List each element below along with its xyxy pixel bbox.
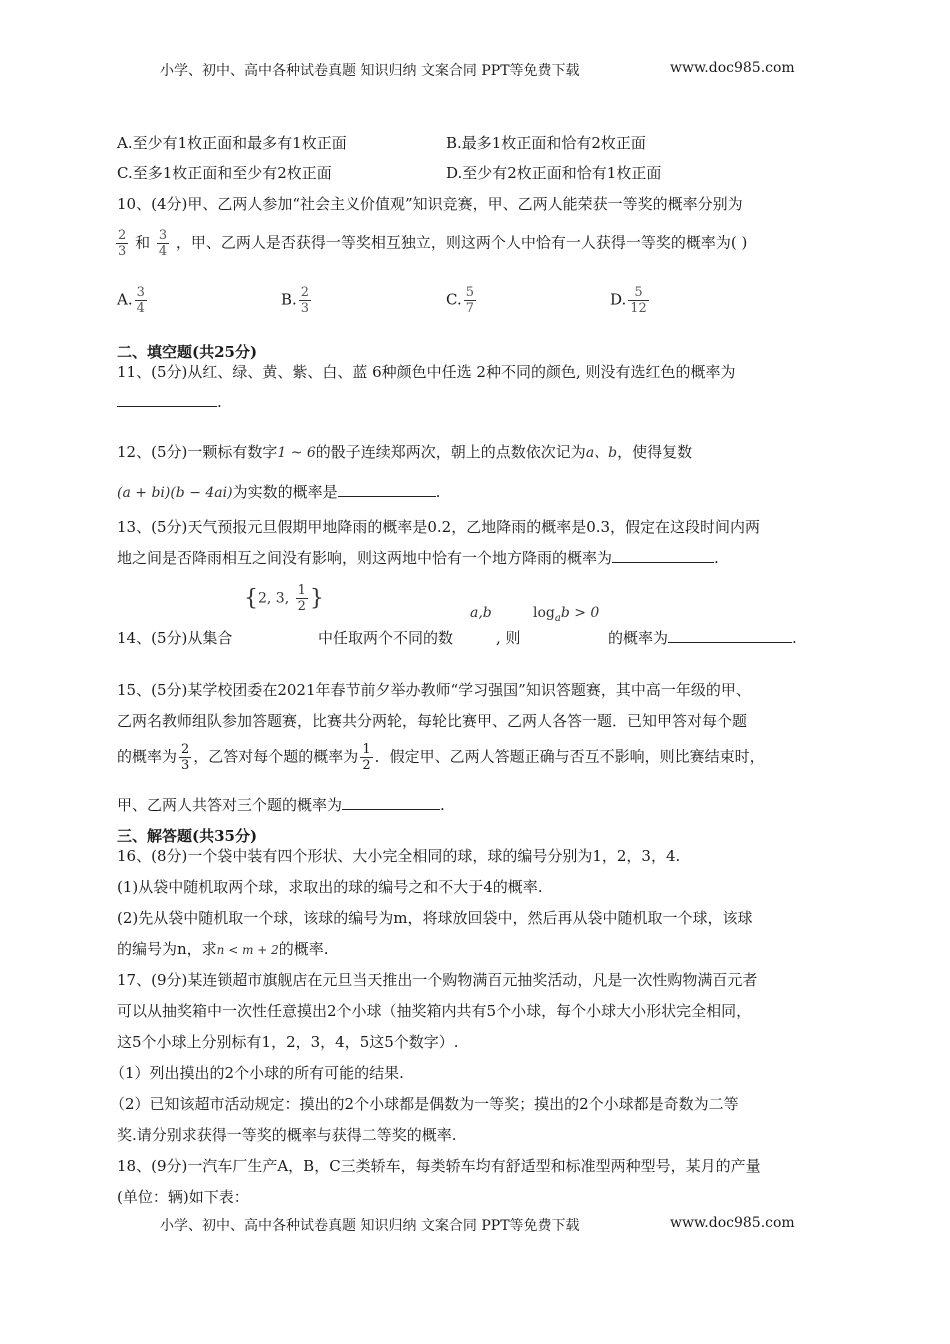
q10-fraction-2: $\frac{3}{4}$: [158, 228, 168, 259]
footer-left: 小学、初中、高中各种试卷真题 知识归纳 文案合同 PPT等免费下载: [160, 1218, 580, 1234]
q16-line4: 的编号为n，求n < m + 2的概率.: [117, 940, 329, 958]
q12-blank[interactable]: [338, 482, 436, 497]
q9-option-c: C.至多1枚正面和至少有2枚正面: [117, 164, 332, 182]
q10-fraction-1: $\frac{2}{3}$: [118, 228, 127, 259]
q9-option-b: B.最多1枚正面和恰有2枚正面: [446, 134, 646, 152]
header-right: www.doc985.com: [670, 60, 795, 76]
q11-answer-line: .: [117, 392, 222, 412]
footer-right: www.doc985.com: [670, 1215, 795, 1231]
q14-part3: , 则: [496, 629, 521, 647]
q16-line1: 16、(8分)一个袋中装有四个形状、大小完全相同的球，球的编号分别为1，2，3，4.: [117, 847, 681, 865]
q14-vars: a,b: [470, 605, 492, 621]
q13-blank[interactable]: [612, 548, 714, 563]
q17-line1: 17、(9分)某连锁超市旗舰店在元旦当天推出一个购物满百元抽奖活动，凡是一次性购物满百元者: [117, 971, 758, 989]
q16-line3: (2)先从袋中随机取一个球，该球的编号为m，将球放回袋中，然后再从袋中随机取一个球，该球: [117, 909, 753, 927]
q16-expression: n < m + 2: [216, 943, 279, 957]
q9-option-a: A.至少有1枚正面和最多有1枚正面: [117, 134, 347, 152]
q17-line3: 这5个小球上分别标有1，2，3，4，5这5个数字）.: [117, 1033, 459, 1051]
q12-line2: (a + bi)(b − 4ai)为实数的概率是 .: [117, 483, 441, 501]
q17-line5: （2）已知该超市活动规定：摸出的2个小球都是偶数为一等奖；摸出的2个小球都是奇数为二等: [110, 1095, 739, 1113]
q14-condition: $\log_ab > 0$: [533, 605, 600, 624]
q15-line4: 甲、乙两人共答对三个题的概率为 .: [117, 796, 445, 814]
q15-line2: 乙两名教师组队参加答题赛，比赛共分两轮，每轮比赛甲、乙两人各答一题．已知甲答对每个题: [117, 712, 748, 730]
q14-blank[interactable]: [668, 628, 792, 643]
q10-option-d: D. $\frac{5}{12}$: [610, 285, 647, 316]
q17-line2: 可以从抽奖箱中一次性任意摸出2个小球（抽奖箱内共有5个小球，每个小球大小形状完全相同，: [117, 1002, 752, 1020]
q9-option-d: D.至少有2枚正面和恰有1枚正面: [446, 164, 662, 182]
q18-line2: (单位：辆)如下表：: [117, 1188, 249, 1206]
q10-option-a: A. $\frac{3}{4}$: [117, 285, 145, 316]
q11-blank[interactable]: [117, 392, 217, 407]
q12-line1: 12、(5分)一颗标有数字1 ~ 6的骰子连续郑两次，朝上的点数依次记为a、b，使得复数: [117, 443, 693, 461]
q15-blank[interactable]: [342, 795, 440, 810]
header-left: 小学、初中、高中各种试卷真题 知识归纳 文案合同 PPT等免费下载: [160, 63, 580, 79]
q14-part2: 中任取两个不同的数: [318, 629, 454, 647]
q13-line2: 地之间是否降雨相互之间没有影响，则这两地中恰有一个地方降雨的概率为 .: [117, 549, 719, 567]
q10-option-b: B. $\frac{2}{3}$: [281, 285, 310, 316]
q14-line: 14、(5分)从集合: [117, 629, 233, 647]
section-2-title: 二、填空题(共25分): [117, 343, 258, 361]
q17-line4: （1）列出摸出的2个小球的所有可能的结果.: [110, 1064, 404, 1082]
q18-line1: 18、(9分)一汽车厂生产A，B，C三类轿车，每类轿车均有舒适型和标准型两种型号，某月的产量: [117, 1157, 761, 1175]
q16-line2: (1)从袋中随机取两个球，求取出的球的编号之和不大于4的概率.: [117, 878, 543, 896]
q12-expression: (a + bi)(b − 4ai): [117, 485, 233, 501]
q10-option-c: C. $\frac{5}{7}$: [446, 285, 474, 316]
q15-line3: 的概率为 $\frac{2}{3}$ ，乙答对每个题的概率为 $\frac{1}{2}$ ．假定甲、乙两人答题正确与否互不影响，则比赛结束时，: [117, 742, 765, 773]
q14-set: {2, 3, $\frac{1}{2}$ }: [244, 583, 324, 614]
q14-part4: 的概率为 .: [608, 629, 797, 647]
q13-line1: 13、(5分)天气预报元旦假期甲地降雨的概率是0.2，乙地降雨的概率是0.3，假定在这段时间内两: [117, 518, 761, 536]
q11-line1: 11、(5分)从红、绿、黄、紫、白、蓝 6种颜色中任选 2种不同的颜色, 则没有选红色的概率为: [117, 363, 736, 381]
q15-line1: 15、(5分)某学校团委在2021年春节前夕举办教师“学习强国”知识答题赛，其中高一年级的甲、: [117, 681, 751, 699]
section-3-title: 三、解答题(共35分): [117, 827, 258, 845]
q10-line2: $\frac{2}{3}$ 和 $\frac{3}{4}$ ，甲、乙两人是否获得一等奖相互独立，则这两个人中恰有一人获得一等奖的概率为( ): [118, 228, 748, 259]
q17-line6: 奖.请分别求获得一等奖的概率与获得二等奖的概率.: [117, 1126, 457, 1144]
q10-line1: 10、(4分)甲、乙两人参加“社会主义价值观”知识竞赛，甲、乙两人能荣获一等奖的概率分别为: [117, 195, 743, 213]
